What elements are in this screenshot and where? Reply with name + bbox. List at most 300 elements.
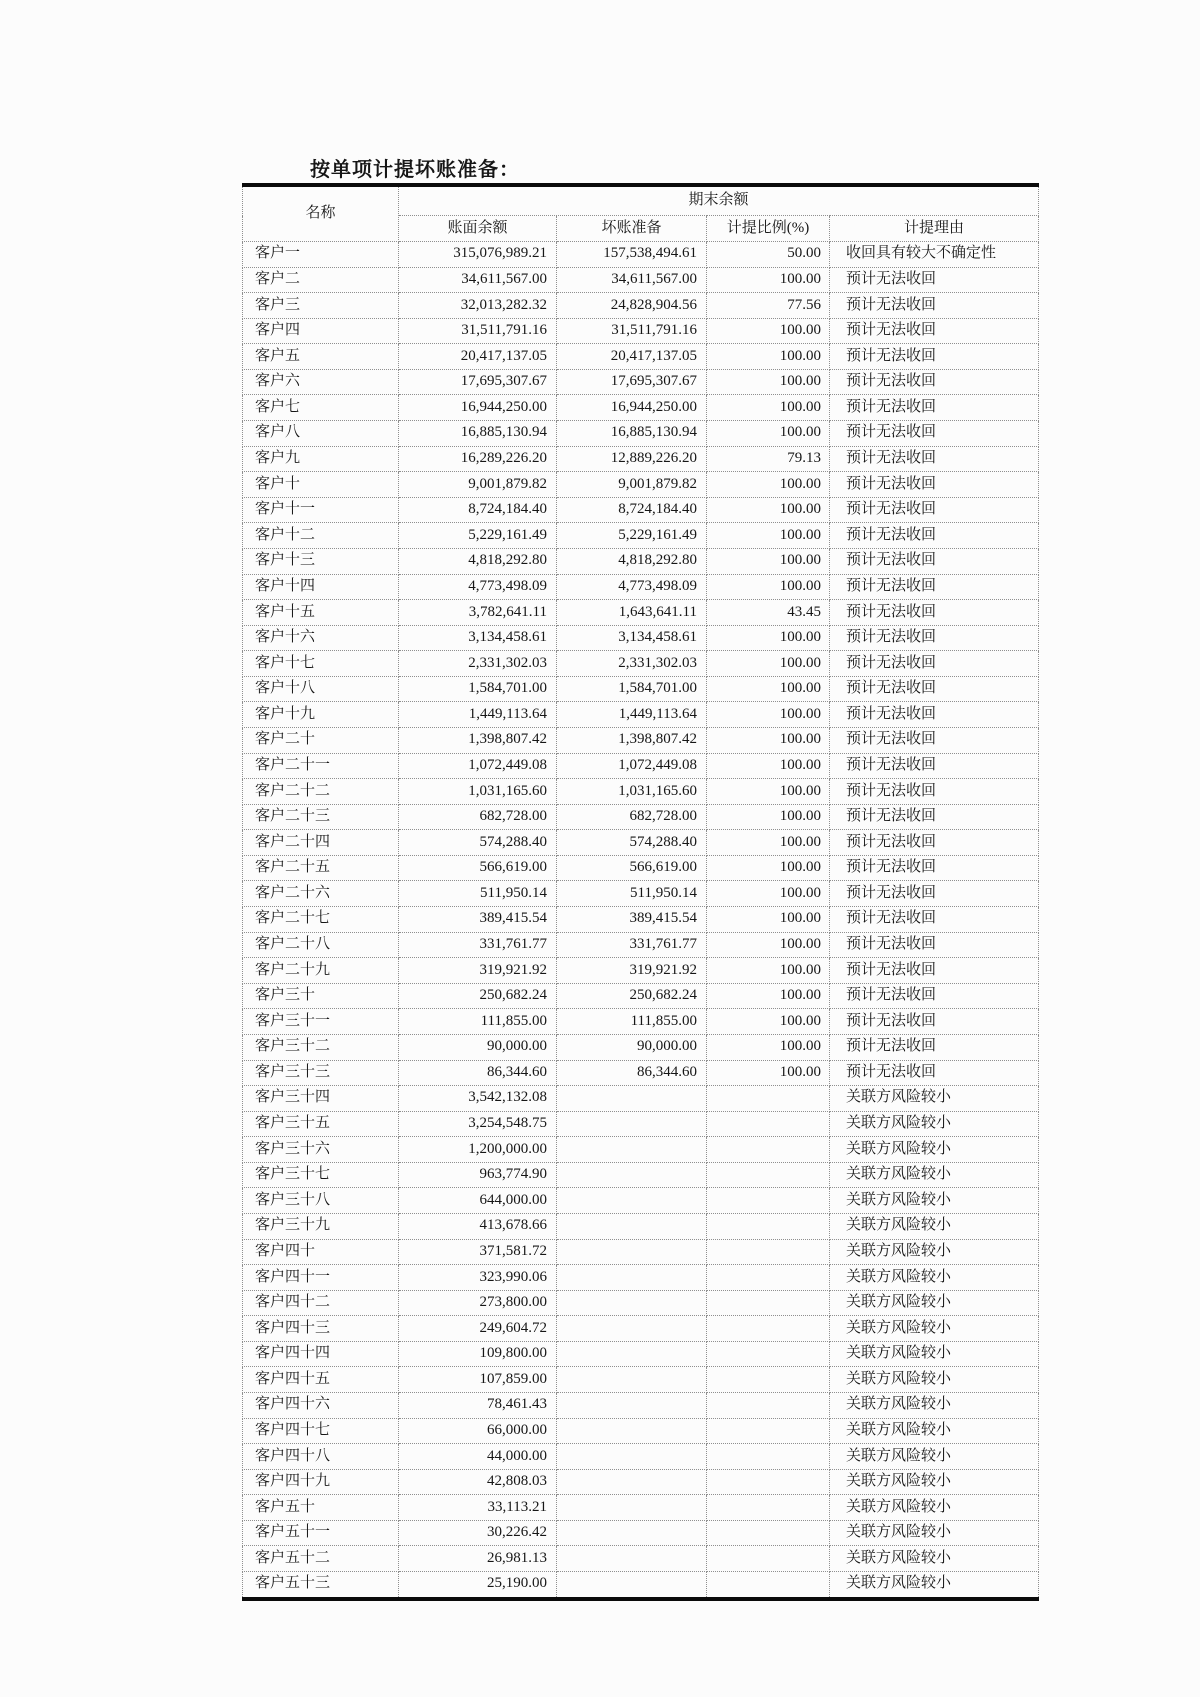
ratio-cell: 43.45	[707, 600, 830, 626]
ratio-cell: 100.00	[707, 830, 830, 856]
book-balance-cell: 4,773,498.09	[399, 574, 557, 600]
customer-name-cell: 客户二十一	[243, 753, 399, 779]
table-row	[243, 1546, 1039, 1572]
book-balance-cell: 323,990.06	[399, 1265, 557, 1291]
book-balance-cell: 3,134,458.61	[399, 625, 557, 651]
customer-name-cell: 客户十五	[243, 600, 399, 626]
provision-cell: 157,538,494.61	[557, 242, 707, 268]
book-balance-cell: 25,190.00	[399, 1572, 557, 1599]
customer-name-cell: 客户十八	[243, 676, 399, 702]
ratio-cell	[707, 1444, 830, 1470]
ratio-cell: 100.00	[707, 574, 830, 600]
ratio-cell	[707, 1520, 830, 1546]
book-balance-cell: 17,695,307.67	[399, 369, 557, 395]
book-balance-cell: 644,000.00	[399, 1188, 557, 1214]
customer-name-cell: 客户二十五	[243, 855, 399, 881]
ratio-cell	[707, 1418, 830, 1444]
book-balance-cell: 566,619.00	[399, 855, 557, 881]
reason-cell: 关联方风险较小	[830, 1213, 1039, 1239]
ratio-cell: 100.00	[707, 651, 830, 677]
ratio-cell: 100.00	[707, 472, 830, 498]
ratio-cell: 100.00	[707, 1034, 830, 1060]
reason-cell: 预计无法收回	[830, 727, 1039, 753]
ratio-cell: 100.00	[707, 907, 830, 933]
ratio-cell	[707, 1316, 830, 1342]
book-balance-cell: 86,344.60	[399, 1060, 557, 1086]
customer-name-cell: 客户十七	[243, 651, 399, 677]
table-row	[243, 1393, 1039, 1419]
customer-name-cell: 客户二十三	[243, 804, 399, 830]
provision-cell: 1,398,807.42	[557, 727, 707, 753]
book-balance-cell: 32,013,282.32	[399, 293, 557, 319]
book-balance-cell: 109,800.00	[399, 1341, 557, 1367]
column-header-ending-balance-group: 期末余额	[399, 185, 1039, 216]
provision-cell	[557, 1341, 707, 1367]
book-balance-cell: 315,076,989.21	[399, 242, 557, 268]
table-row	[243, 1137, 1039, 1163]
customer-name-cell: 客户三十六	[243, 1137, 399, 1163]
reason-cell: 关联方风险较小	[830, 1495, 1039, 1521]
reason-cell: 预计无法收回	[830, 779, 1039, 805]
customer-name-cell: 客户三十二	[243, 1034, 399, 1060]
reason-cell: 关联方风险较小	[830, 1341, 1039, 1367]
ratio-cell: 100.00	[707, 344, 830, 370]
customer-name-cell: 客户二十六	[243, 881, 399, 907]
reason-cell: 预计无法收回	[830, 1060, 1039, 1086]
provision-cell: 20,417,137.05	[557, 344, 707, 370]
customer-name-cell: 客户三	[243, 293, 399, 319]
customer-name-cell: 客户二十八	[243, 932, 399, 958]
book-balance-cell: 2,331,302.03	[399, 651, 557, 677]
reason-cell: 预计无法收回	[830, 548, 1039, 574]
customer-name-cell: 客户十	[243, 472, 399, 498]
ratio-cell: 100.00	[707, 753, 830, 779]
book-balance-cell: 4,818,292.80	[399, 548, 557, 574]
table-row	[243, 497, 1039, 523]
customer-name-cell: 客户一	[243, 242, 399, 268]
customer-name-cell: 客户二十七	[243, 907, 399, 933]
column-header-provision-ratio: 计提比例(%)	[707, 216, 830, 242]
provision-cell	[557, 1290, 707, 1316]
provision-cell: 682,728.00	[557, 804, 707, 830]
table-row	[243, 395, 1039, 421]
reason-cell: 关联方风险较小	[830, 1137, 1039, 1163]
table-row	[243, 1418, 1039, 1444]
reason-cell: 预计无法收回	[830, 676, 1039, 702]
table-row	[243, 446, 1039, 472]
customer-name-cell: 客户十四	[243, 574, 399, 600]
ratio-cell: 100.00	[707, 983, 830, 1009]
provision-cell: 1,449,113.64	[557, 702, 707, 728]
reason-cell: 预计无法收回	[830, 523, 1039, 549]
ratio-cell	[707, 1367, 830, 1393]
provision-cell	[557, 1316, 707, 1342]
provision-cell: 331,761.77	[557, 932, 707, 958]
book-balance-cell: 34,611,567.00	[399, 267, 557, 293]
customer-name-cell: 客户十六	[243, 625, 399, 651]
reason-cell: 关联方风险较小	[830, 1111, 1039, 1137]
reason-cell: 关联方风险较小	[830, 1162, 1039, 1188]
book-balance-cell: 273,800.00	[399, 1290, 557, 1316]
provision-cell: 90,000.00	[557, 1034, 707, 1060]
book-balance-cell: 42,808.03	[399, 1469, 557, 1495]
book-balance-cell: 3,782,641.11	[399, 600, 557, 626]
table-row	[243, 1188, 1039, 1214]
reason-cell: 关联方风险较小	[830, 1418, 1039, 1444]
customer-name-cell: 客户七	[243, 395, 399, 421]
customer-name-cell: 客户三十三	[243, 1060, 399, 1086]
reason-cell: 预计无法收回	[830, 958, 1039, 984]
provision-cell	[557, 1086, 707, 1112]
provision-cell	[557, 1546, 707, 1572]
table-row	[243, 881, 1039, 907]
customer-name-cell: 客户十一	[243, 497, 399, 523]
provision-cell	[557, 1418, 707, 1444]
provision-cell: 5,229,161.49	[557, 523, 707, 549]
provision-cell: 389,415.54	[557, 907, 707, 933]
provision-cell: 1,031,165.60	[557, 779, 707, 805]
customer-name-cell: 客户二十九	[243, 958, 399, 984]
book-balance-cell: 3,542,132.08	[399, 1086, 557, 1112]
table-row	[243, 1367, 1039, 1393]
table-row	[243, 344, 1039, 370]
reason-cell: 预计无法收回	[830, 881, 1039, 907]
provision-cell	[557, 1188, 707, 1214]
customer-name-cell: 客户二十	[243, 727, 399, 753]
book-balance-cell: 20,417,137.05	[399, 344, 557, 370]
ratio-cell: 79.13	[707, 446, 830, 472]
provision-cell: 250,682.24	[557, 983, 707, 1009]
book-balance-cell: 44,000.00	[399, 1444, 557, 1470]
customer-name-cell: 客户二	[243, 267, 399, 293]
ratio-cell: 100.00	[707, 881, 830, 907]
table-body	[243, 242, 1039, 1599]
provision-cell: 319,921.92	[557, 958, 707, 984]
customer-name-cell: 客户八	[243, 421, 399, 447]
ratio-cell: 77.56	[707, 293, 830, 319]
customer-name-cell: 客户三十八	[243, 1188, 399, 1214]
reason-cell: 关联方风险较小	[830, 1086, 1039, 1112]
book-balance-cell: 1,584,701.00	[399, 676, 557, 702]
reason-cell: 预计无法收回	[830, 1009, 1039, 1035]
ratio-cell: 100.00	[707, 523, 830, 549]
table-row	[243, 1290, 1039, 1316]
provision-cell: 12,889,226.20	[557, 446, 707, 472]
provision-cell: 4,773,498.09	[557, 574, 707, 600]
book-balance-cell: 90,000.00	[399, 1034, 557, 1060]
book-balance-cell: 111,855.00	[399, 1009, 557, 1035]
provision-cell	[557, 1162, 707, 1188]
reason-cell: 预计无法收回	[830, 318, 1039, 344]
book-balance-cell: 16,944,250.00	[399, 395, 557, 421]
book-balance-cell: 319,921.92	[399, 958, 557, 984]
table-row	[243, 1009, 1039, 1035]
book-balance-cell: 1,031,165.60	[399, 779, 557, 805]
book-balance-cell: 389,415.54	[399, 907, 557, 933]
reason-cell: 预计无法收回	[830, 600, 1039, 626]
ratio-cell: 100.00	[707, 932, 830, 958]
reason-cell: 预计无法收回	[830, 753, 1039, 779]
provision-cell: 2,331,302.03	[557, 651, 707, 677]
section-title: 按单项计提坏账准备：	[310, 159, 520, 181]
customer-name-cell: 客户五十二	[243, 1546, 399, 1572]
book-balance-cell: 107,859.00	[399, 1367, 557, 1393]
reason-cell: 预计无法收回	[830, 497, 1039, 523]
reason-cell: 关联方风险较小	[830, 1188, 1039, 1214]
table-row	[243, 779, 1039, 805]
book-balance-cell: 249,604.72	[399, 1316, 557, 1342]
table-row	[243, 651, 1039, 677]
ratio-cell: 100.00	[707, 625, 830, 651]
ratio-cell: 50.00	[707, 242, 830, 268]
customer-name-cell: 客户十三	[243, 548, 399, 574]
table-row	[243, 983, 1039, 1009]
table-header	[243, 185, 1039, 242]
ratio-cell: 100.00	[707, 958, 830, 984]
book-balance-cell: 1,449,113.64	[399, 702, 557, 728]
table-row	[243, 753, 1039, 779]
provision-cell: 16,944,250.00	[557, 395, 707, 421]
customer-name-cell: 客户五十三	[243, 1572, 399, 1599]
customer-name-cell: 客户六	[243, 369, 399, 395]
ratio-cell	[707, 1111, 830, 1137]
ratio-cell: 100.00	[707, 421, 830, 447]
provision-cell: 4,818,292.80	[557, 548, 707, 574]
reason-cell: 收回具有较大不确定性	[830, 242, 1039, 268]
book-balance-cell: 66,000.00	[399, 1418, 557, 1444]
provision-cell: 34,611,567.00	[557, 267, 707, 293]
book-balance-cell: 413,678.66	[399, 1213, 557, 1239]
provision-cell	[557, 1444, 707, 1470]
reason-cell: 关联方风险较小	[830, 1265, 1039, 1291]
provision-cell: 16,885,130.94	[557, 421, 707, 447]
reason-cell: 预计无法收回	[830, 395, 1039, 421]
table-row	[243, 1316, 1039, 1342]
table-row	[243, 1111, 1039, 1137]
reason-cell: 预计无法收回	[830, 907, 1039, 933]
provision-cell	[557, 1572, 707, 1599]
reason-cell: 预计无法收回	[830, 932, 1039, 958]
ratio-cell: 100.00	[707, 779, 830, 805]
book-balance-cell: 16,885,130.94	[399, 421, 557, 447]
table-row	[243, 1265, 1039, 1291]
ratio-cell	[707, 1188, 830, 1214]
table-row	[243, 1060, 1039, 1086]
column-header-book-balance: 账面余额	[399, 216, 557, 242]
ratio-cell: 100.00	[707, 855, 830, 881]
ratio-cell: 100.00	[707, 395, 830, 421]
customer-name-cell: 客户五十一	[243, 1520, 399, 1546]
customer-name-cell: 客户四十八	[243, 1444, 399, 1470]
provision-cell	[557, 1137, 707, 1163]
book-balance-cell: 30,226.42	[399, 1520, 557, 1546]
provision-cell: 3,134,458.61	[557, 625, 707, 651]
column-header-name: 名称	[243, 185, 399, 242]
reason-cell: 关联方风险较小	[830, 1367, 1039, 1393]
reason-cell: 预计无法收回	[830, 625, 1039, 651]
ratio-cell: 100.00	[707, 1009, 830, 1035]
customer-name-cell: 客户三十	[243, 983, 399, 1009]
customer-name-cell: 客户三十五	[243, 1111, 399, 1137]
ratio-cell: 100.00	[707, 369, 830, 395]
table-row	[243, 600, 1039, 626]
provision-cell	[557, 1469, 707, 1495]
book-balance-cell: 1,200,000.00	[399, 1137, 557, 1163]
customer-name-cell: 客户四十四	[243, 1341, 399, 1367]
table-row	[243, 1520, 1039, 1546]
customer-name-cell: 客户四十一	[243, 1265, 399, 1291]
customer-name-cell: 客户十九	[243, 702, 399, 728]
customer-name-cell: 客户二十四	[243, 830, 399, 856]
reason-cell: 关联方风险较小	[830, 1572, 1039, 1599]
ratio-cell: 100.00	[707, 702, 830, 728]
reason-cell: 预计无法收回	[830, 574, 1039, 600]
provision-cell	[557, 1367, 707, 1393]
book-balance-cell: 26,981.13	[399, 1546, 557, 1572]
provision-cell	[557, 1393, 707, 1419]
reason-cell: 预计无法收回	[830, 421, 1039, 447]
ratio-cell	[707, 1546, 830, 1572]
reason-cell: 关联方风险较小	[830, 1444, 1039, 1470]
customer-name-cell: 客户四十九	[243, 1469, 399, 1495]
reason-cell: 关联方风险较小	[830, 1316, 1039, 1342]
book-balance-cell: 963,774.90	[399, 1162, 557, 1188]
customer-name-cell: 客户四	[243, 318, 399, 344]
ratio-cell: 100.00	[707, 548, 830, 574]
ratio-cell	[707, 1469, 830, 1495]
customer-name-cell: 客户四十七	[243, 1418, 399, 1444]
table-row	[243, 855, 1039, 881]
reason-cell: 预计无法收回	[830, 1034, 1039, 1060]
column-header-provision-reason: 计提理由	[830, 216, 1039, 242]
book-balance-cell: 3,254,548.75	[399, 1111, 557, 1137]
customer-name-cell: 客户九	[243, 446, 399, 472]
ratio-cell	[707, 1213, 830, 1239]
customer-name-cell: 客户四十	[243, 1239, 399, 1265]
book-balance-cell: 33,113.21	[399, 1495, 557, 1521]
reason-cell: 预计无法收回	[830, 983, 1039, 1009]
reason-cell: 预计无法收回	[830, 446, 1039, 472]
reason-cell: 预计无法收回	[830, 651, 1039, 677]
ratio-cell	[707, 1239, 830, 1265]
table-row	[243, 318, 1039, 344]
book-balance-cell: 9,001,879.82	[399, 472, 557, 498]
ratio-cell: 100.00	[707, 267, 830, 293]
ratio-cell: 100.00	[707, 318, 830, 344]
book-balance-cell: 1,398,807.42	[399, 727, 557, 753]
table-row	[243, 574, 1039, 600]
table-row	[243, 472, 1039, 498]
provision-cell: 111,855.00	[557, 1009, 707, 1035]
customer-name-cell: 客户十二	[243, 523, 399, 549]
reason-cell: 预计无法收回	[830, 702, 1039, 728]
table-row	[243, 548, 1039, 574]
book-balance-cell: 682,728.00	[399, 804, 557, 830]
book-balance-cell: 371,581.72	[399, 1239, 557, 1265]
customer-name-cell: 客户三十九	[243, 1213, 399, 1239]
ratio-cell: 100.00	[707, 676, 830, 702]
table-row	[243, 1034, 1039, 1060]
reason-cell: 关联方风险较小	[830, 1290, 1039, 1316]
ratio-cell	[707, 1572, 830, 1599]
ratio-cell	[707, 1162, 830, 1188]
ratio-cell	[707, 1086, 830, 1112]
reason-cell: 关联方风险较小	[830, 1393, 1039, 1419]
provision-cell: 17,695,307.67	[557, 369, 707, 395]
provision-cell: 1,584,701.00	[557, 676, 707, 702]
book-balance-cell: 8,724,184.40	[399, 497, 557, 523]
book-balance-cell: 31,511,791.16	[399, 318, 557, 344]
table-row	[243, 625, 1039, 651]
reason-cell: 关联方风险较小	[830, 1546, 1039, 1572]
reason-cell: 预计无法收回	[830, 369, 1039, 395]
table-row	[243, 1213, 1039, 1239]
column-header-bad-debt-provision: 坏账准备	[557, 216, 707, 242]
table-row	[243, 932, 1039, 958]
table-row	[243, 1341, 1039, 1367]
table-row	[243, 369, 1039, 395]
reason-cell: 关联方风险较小	[830, 1520, 1039, 1546]
reason-cell: 关联方风险较小	[830, 1239, 1039, 1265]
book-balance-cell: 78,461.43	[399, 1393, 557, 1419]
provision-cell: 8,724,184.40	[557, 497, 707, 523]
customer-name-cell: 客户四十二	[243, 1290, 399, 1316]
reason-cell: 预计无法收回	[830, 830, 1039, 856]
customer-name-cell: 客户三十一	[243, 1009, 399, 1035]
reason-cell: 预计无法收回	[830, 855, 1039, 881]
provision-cell: 24,828,904.56	[557, 293, 707, 319]
customer-name-cell: 客户五十	[243, 1495, 399, 1521]
provision-cell: 574,288.40	[557, 830, 707, 856]
table-row	[243, 1495, 1039, 1521]
table-row	[243, 1444, 1039, 1470]
provision-cell: 86,344.60	[557, 1060, 707, 1086]
provision-cell: 31,511,791.16	[557, 318, 707, 344]
table-row	[243, 421, 1039, 447]
reason-cell: 预计无法收回	[830, 472, 1039, 498]
provision-cell: 1,643,641.11	[557, 600, 707, 626]
table-row	[243, 1239, 1039, 1265]
ratio-cell: 100.00	[707, 497, 830, 523]
ratio-cell	[707, 1265, 830, 1291]
reason-cell: 关联方风险较小	[830, 1469, 1039, 1495]
table-row	[243, 830, 1039, 856]
book-balance-cell: 250,682.24	[399, 983, 557, 1009]
table-row	[243, 267, 1039, 293]
table-row	[243, 1572, 1039, 1599]
table-row	[243, 242, 1039, 268]
bad-debt-provision-table	[242, 183, 1039, 1601]
table-row	[243, 676, 1039, 702]
book-balance-cell: 5,229,161.49	[399, 523, 557, 549]
ratio-cell: 100.00	[707, 727, 830, 753]
table-row	[243, 727, 1039, 753]
ratio-cell	[707, 1393, 830, 1419]
provision-cell: 1,072,449.08	[557, 753, 707, 779]
customer-name-cell: 客户二十二	[243, 779, 399, 805]
reason-cell: 预计无法收回	[830, 267, 1039, 293]
table-row	[243, 1086, 1039, 1112]
ratio-cell	[707, 1290, 830, 1316]
reason-cell: 预计无法收回	[830, 804, 1039, 830]
customer-name-cell: 客户三十四	[243, 1086, 399, 1112]
provision-cell: 9,001,879.82	[557, 472, 707, 498]
provision-cell	[557, 1495, 707, 1521]
table-row	[243, 804, 1039, 830]
book-balance-cell: 331,761.77	[399, 932, 557, 958]
header-row-group	[243, 185, 1039, 216]
provision-cell	[557, 1520, 707, 1546]
